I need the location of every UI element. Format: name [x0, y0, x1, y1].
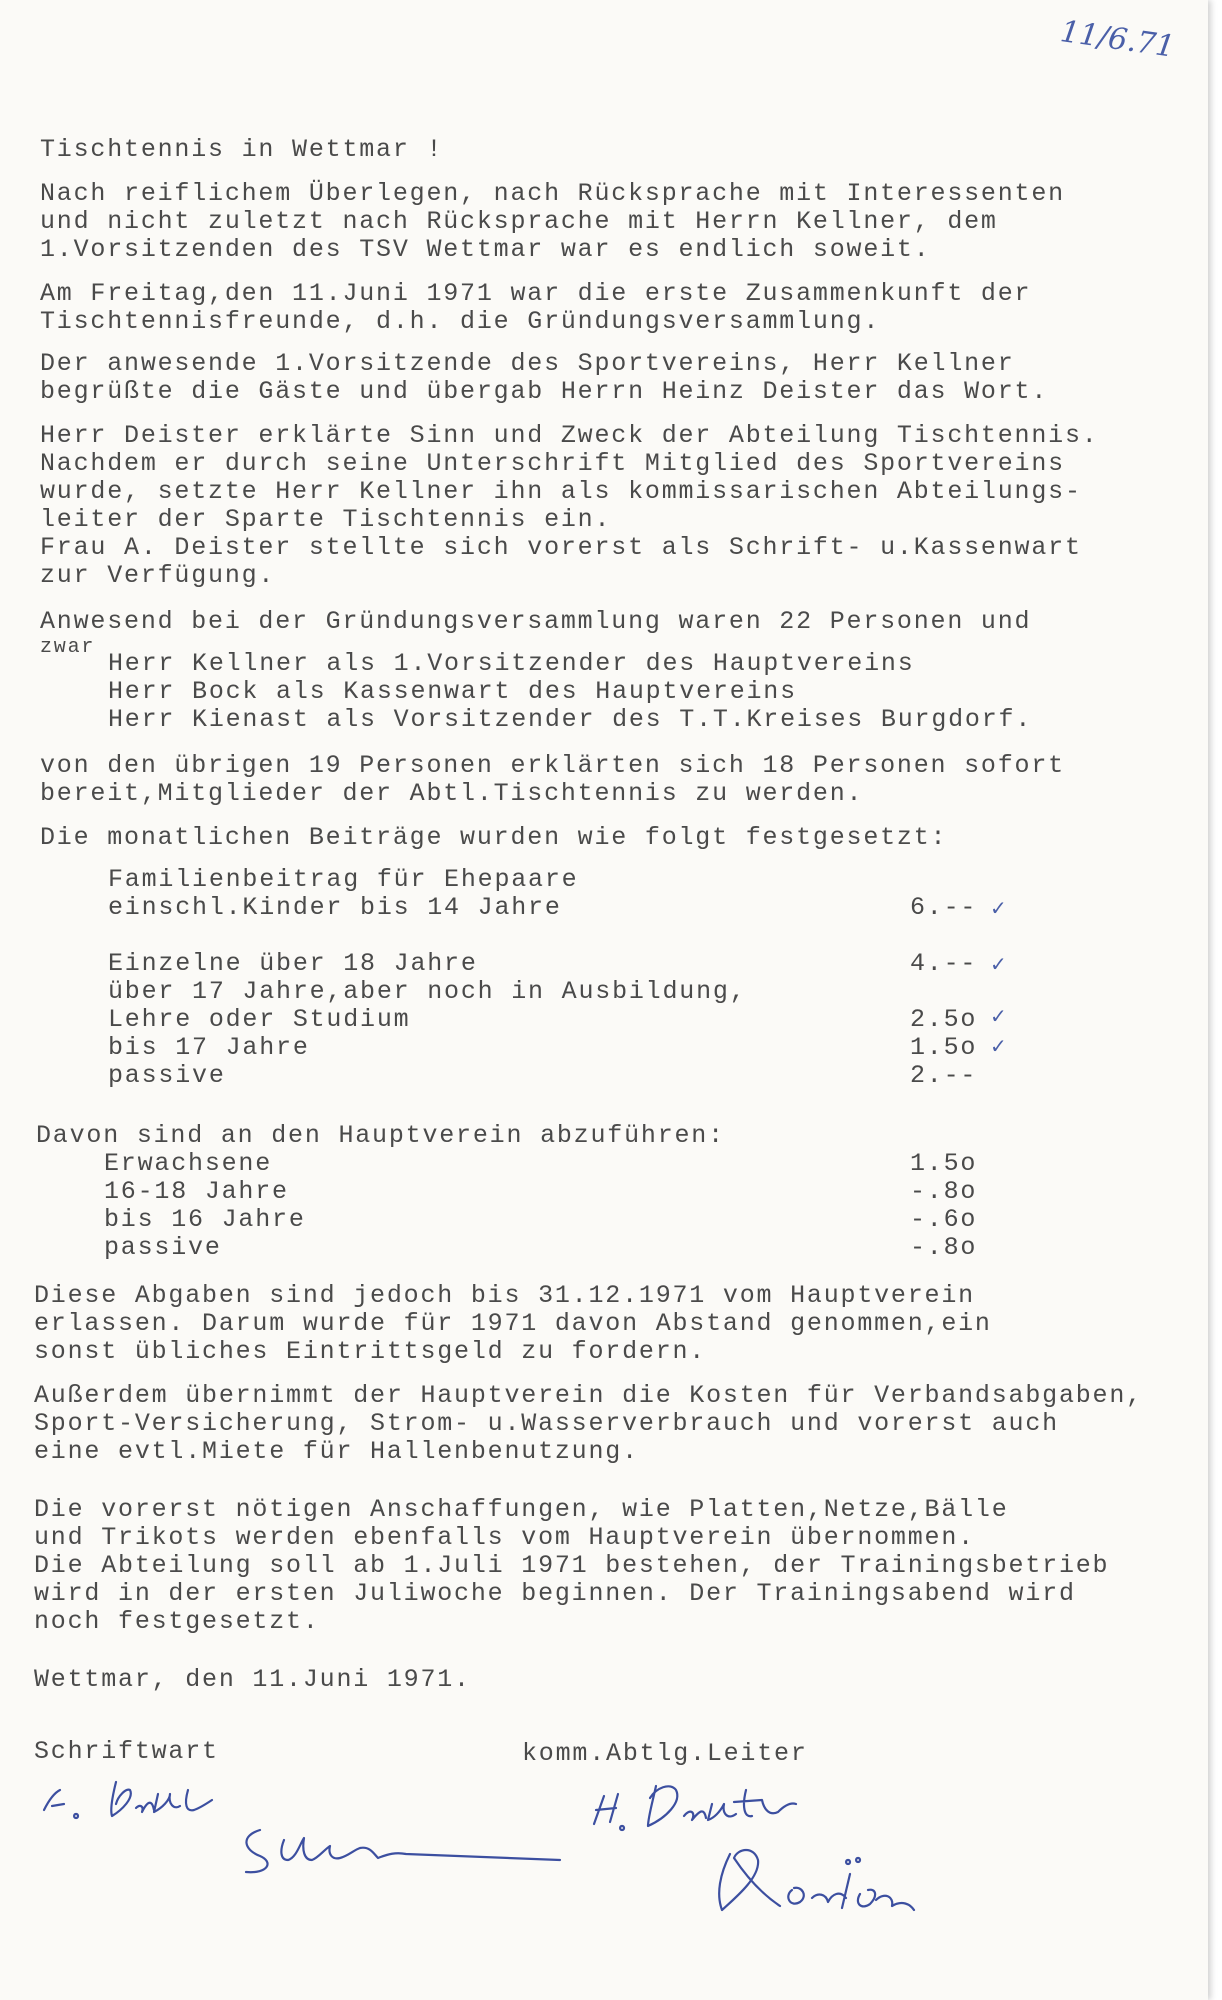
fee-amount: 1.5o — [910, 1033, 978, 1062]
check-mark-icon: ✓ — [990, 1004, 1007, 1028]
paragraph-deister-line1: Herr Deister erklärte Sinn und Zweck der Abteilung Tischtennis. — [40, 421, 1099, 450]
dues-label: bis 16 Jahre — [104, 1205, 306, 1234]
check-mark-icon: ✓ — [990, 1034, 1007, 1058]
dues-amount: -.8o — [910, 1233, 978, 1262]
paragraph-deister-line6: zur Verfügung. — [40, 561, 276, 590]
paragraph-costs-line2: Sport-Versicherung, Strom- u.Wasserverbrauch und vorerst auch — [34, 1409, 1059, 1438]
dues-amount: -.8o — [910, 1177, 978, 1206]
paragraph-equipment-line1: Die vorerst nötigen Anschaffungen, wie Platten,Netze,Bälle — [34, 1495, 1009, 1524]
dues-label: passive — [104, 1233, 222, 1262]
dues-amount: 1.5o — [910, 1149, 978, 1178]
fee-label: passive — [108, 1061, 226, 1090]
paragraph-waiver-line2: erlassen. Darum wurde für 1971 davon Abstand genommen,ein — [34, 1309, 992, 1338]
paragraph-equipment-line4: wird in der ersten Juliwoche beginnen. Der Trainingsabend wird — [34, 1579, 1076, 1608]
dues-label: Erwachsene — [104, 1149, 273, 1178]
dues-amount: -.6o — [910, 1205, 978, 1234]
paragraph-costs-line3: eine evtl.Miete für Hallenbenutzung. — [34, 1437, 639, 1466]
paragraph-fees-intro: Die monatlichen Beiträge wurden wie folgt festgesetzt: — [40, 823, 948, 852]
fee-label: über 17 Jahre,aber noch in Ausbildung, — [108, 977, 747, 1006]
paragraph-intro-line3: 1.Vorsitzenden des TSV Wettmar war es endlich soweit. — [40, 235, 931, 264]
paragraph-attendance-zwar: zwar — [40, 636, 96, 659]
fee-label: einschl.Kinder bis 14 Jahre — [108, 893, 562, 922]
paragraph-meeting-line1: Am Freitag,den 11.Juni 1971 war die erste Zusammenkunft der — [40, 279, 1032, 308]
dues-label: 16-18 Jahre — [104, 1177, 289, 1206]
paragraph-members-line1: von den übrigen 19 Personen erklärten sich 18 Personen sofort — [40, 751, 1065, 780]
paragraph-greeting-line1: Der anwesende 1.Vorsitzende des Sportvereins, Herr Kellner — [40, 349, 1015, 378]
paragraph-equipment-line5: noch festgesetzt. — [34, 1607, 320, 1636]
paragraph-attendance-line1: Anwesend bei der Gründungsversammlung waren 22 Personen und — [40, 607, 1032, 636]
paragraph-costs-line1: Außerdem übernimmt der Hauptverein die Kosten für Verbandsabgaben, — [34, 1381, 1143, 1410]
fee-label: Familienbeitrag für Ehepaare — [108, 865, 579, 894]
paragraph-waiver-line1: Diese Abgaben sind jedoch bis 31.12.1971 vom Hauptverein — [34, 1281, 975, 1310]
paragraph-members-line2: bereit,Mitglieder der Abtl.Tischtennis zu werden. — [40, 779, 864, 808]
paragraph-deister-line2: Nachdem er durch seine Unterschrift Mitglied des Sportvereins — [40, 449, 1065, 478]
paragraph-deister-line5: Frau A. Deister stellte sich vorerst als Schrift- u.Kassenwart — [40, 533, 1082, 562]
attendee-line1: Herr Kellner als 1.Vorsitzender des Hauptvereins — [108, 649, 915, 678]
signature-label-schriftwart: Schriftwart — [34, 1737, 219, 1766]
check-mark-icon: ✓ — [990, 952, 1007, 976]
fee-amount: 2.-- — [910, 1061, 978, 1090]
place-and-date: Wettmar, den 11.Juni 1971. — [34, 1665, 471, 1694]
fee-label: Lehre oder Studium — [108, 1005, 411, 1034]
paragraph-intro-line1: Nach reiflichem Überlegen, nach Rücksprache mit Interessenten — [40, 179, 1065, 208]
paragraph-equipment-line3: Die Abteilung soll ab 1.Juli 1971 bestehen, der Trainingsbetrieb — [34, 1551, 1110, 1580]
fee-amount: 6.-- — [910, 893, 978, 922]
attendee-line3: Herr Kienast als Vorsitzender des T.T.Kreises Burgdorf. — [108, 705, 1033, 734]
attendee-line2: Herr Bock als Kassenwart des Hauptvereins — [108, 677, 797, 706]
reference-note: 11/6.71 — [1058, 14, 1177, 65]
paragraph-waiver-line3: sonst übliches Eintrittsgeld zu fordern. — [34, 1337, 707, 1366]
paragraph-deister-line3: wurde, setzte Herr Kellner ihn als kommissarischen Abteilungs- — [40, 477, 1082, 506]
paragraph-greeting-line2: begrüßte die Gäste und übergab Herrn Heinz Deister das Wort. — [40, 377, 1049, 406]
document-title: Tischtennis in Wettmar ! — [40, 135, 444, 164]
signature-a-deister — [30, 1770, 240, 1840]
paragraph-intro-line2: und nicht zuletzt nach Rücksprache mit Herrn Kellner, dem — [40, 207, 998, 236]
fee-amount: 2.5o — [910, 1005, 978, 1034]
check-mark-icon: ✓ — [990, 896, 1007, 920]
signature-roeder — [700, 1824, 970, 1934]
fee-amount: 4.-- — [910, 949, 978, 978]
fee-label: bis 17 Jahre — [108, 1033, 310, 1062]
signature-label-abteilungsleiter: komm.Abtlg.Leiter — [522, 1739, 808, 1768]
paragraph-dues-intro: Davon sind an den Hauptverein abzuführen: — [36, 1121, 725, 1150]
signature-third — [220, 1810, 640, 1890]
paragraph-deister-line4: leiter der Sparte Tischtennis ein. — [40, 505, 612, 534]
fee-label: Einzelne über 18 Jahre — [108, 949, 478, 978]
paragraph-meeting-line2: Tischtennisfreunde, d.h. die Gründungsversammlung. — [40, 307, 881, 336]
paragraph-equipment-line2: und Trikots werden ebenfalls vom Hauptverein übernommen. — [34, 1523, 975, 1552]
